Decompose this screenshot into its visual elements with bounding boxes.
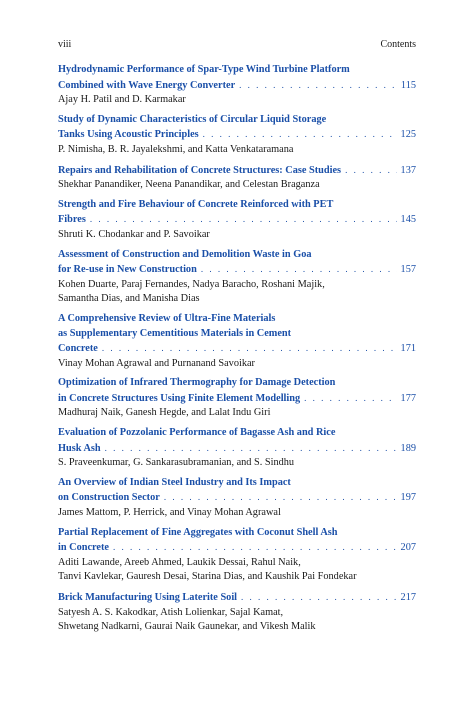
toc-title-line[interactable]: An Overview of Indian Steel Industry and Its Impact [58, 476, 291, 488]
toc-entry[interactable] [58, 526, 416, 585]
toc-page-number[interactable]: 189 [400, 442, 416, 454]
toc-title-line[interactable]: Assessment of Construction and Demolition Waste in Goa [58, 248, 312, 260]
toc-authors: S. Praveenkumar, G. Sankarasubramanian, and S. Sindhu [58, 457, 295, 469]
toc-title-row[interactable] [58, 262, 416, 278]
toc-entry[interactable] [58, 198, 416, 243]
toc-title-row[interactable] [58, 540, 416, 556]
toc-authors: P. Nimisha, B. R. Jayalekshmi, and Katta Venkataramana [58, 143, 294, 155]
running-head [58, 38, 416, 52]
toc-page-number[interactable]: 137 [400, 164, 416, 176]
dot-leader [345, 163, 396, 178]
toc-page-number[interactable]: 115 [400, 79, 416, 91]
dot-leader [201, 262, 397, 277]
toc-page-number[interactable]: 177 [400, 392, 416, 404]
toc-title-line[interactable]: in Concrete [58, 542, 109, 554]
toc-title-line[interactable]: Tanks Using Acoustic Principles [58, 129, 199, 141]
toc-title-line[interactable]: A Comprehensive Review of Ultra-Fine Materials [58, 313, 276, 324]
toc-title-line[interactable]: on Construction Sector [58, 492, 160, 504]
dot-leader [90, 212, 397, 227]
toc-title-line[interactable]: Repairs and Rehabilitation of Concrete Structures: Case Studies [58, 164, 342, 176]
toc-entry[interactable] [58, 312, 416, 371]
toc-title-line[interactable]: Husk Ash [58, 442, 101, 454]
toc-authors: Madhuraj Naik, Ganesh Hegde, and Lalat Indu Giri [58, 407, 271, 419]
toc-title-row[interactable] [58, 127, 416, 143]
toc-title-line[interactable]: Study of Dynamic Characteristics of Circular Liquid Storage [58, 113, 327, 125]
toc-entry[interactable] [58, 376, 416, 421]
toc-title-line[interactable]: Strength and Fire Behaviour of Concrete Reinforced with PET [58, 198, 334, 210]
toc-authors: James Mattom, P. Herrick, and Vinay Mohan Agrawal [58, 506, 281, 518]
toc-page-number[interactable]: 157 [400, 264, 416, 276]
toc-title-row[interactable] [58, 441, 416, 457]
toc-authors: Tanvi Kavlekar, Gauresh Desai, Starina Dias, and Kaushik Pai Fondekar [58, 571, 357, 583]
dot-leader [105, 441, 397, 456]
toc-title-line[interactable]: Fibres [58, 214, 86, 226]
toc-title-line[interactable]: as Supplementary Cementitious Materials in Cement [58, 327, 292, 339]
toc-title-line[interactable]: Optimization of Infrared Thermography for Damage Detection [58, 377, 336, 389]
toc-page-number[interactable]: 217 [400, 592, 416, 603]
toc-title-line[interactable]: Combined with Wave Energy Converter [58, 79, 236, 91]
toc-title-row[interactable] [58, 490, 416, 506]
toc-title-line[interactable]: Brick Manufacturing Using Laterite Soil [58, 592, 238, 603]
toc-authors: Shwetang Nadkarni, Gaurai Naik Gaunekar, and Vikesh Malik [58, 621, 316, 632]
toc-title-line[interactable]: Hydrodynamic Performance of Spar-Type Wind Turbine Platform [58, 64, 350, 75]
toc-title-row[interactable] [58, 391, 416, 407]
toc-page-number[interactable]: 207 [400, 542, 416, 554]
toc-title-row[interactable] [58, 341, 416, 357]
toc-page-number[interactable]: 125 [400, 129, 416, 141]
dot-leader [239, 78, 397, 93]
dot-leader [203, 127, 397, 142]
toc-authors: Kohen Duarte, Paraj Fernandes, Nadya Baracho, Roshani Majik, [58, 278, 325, 290]
toc-authors: Shekhar Panandiker, Neena Panandikar, and Celestan Braganza [58, 179, 320, 191]
toc-title-row[interactable] [58, 78, 416, 94]
toc-authors: Samantha Dias, and Manisha Dias [58, 293, 200, 305]
toc-page-number[interactable]: 197 [400, 492, 416, 504]
page-number-roman: viii [58, 39, 72, 50]
toc-title-line[interactable]: Partial Replacement of Fine Aggregates with Coconut Shell Ash [58, 526, 338, 538]
dot-leader [102, 341, 397, 356]
toc-page-number[interactable]: 171 [400, 343, 416, 354]
toc-title-line[interactable]: for Re-use in New Construction [58, 264, 197, 276]
toc-authors: Aditi Lawande, Areeb Ahmed, Laukik Dessai, Rahul Naik, [58, 556, 301, 568]
toc-entry[interactable] [58, 476, 416, 521]
toc-page-number[interactable]: 145 [400, 214, 416, 226]
running-head-title: Contents [380, 39, 416, 50]
toc-authors: Vinay Mohan Agrawal and Purnanand Savoikar [58, 357, 255, 369]
toc-title-row[interactable] [58, 212, 416, 228]
toc-entry[interactable] [58, 590, 416, 635]
dot-leader [304, 391, 396, 406]
toc-title-row[interactable] [58, 163, 416, 179]
toc-entry[interactable] [58, 426, 416, 471]
toc-title-line[interactable]: in Concrete Structures Using Finite Element Modelling [58, 392, 301, 404]
toc-entry[interactable] [58, 248, 416, 307]
dot-leader [113, 540, 397, 555]
toc-authors: Satyesh A. S. Kakodkar, Atish Lolienkar, Sajal Kamat, [58, 606, 284, 618]
toc-entry[interactable] [58, 163, 416, 193]
toc-title-line[interactable]: Concrete [58, 343, 98, 354]
toc-authors: Shruti K. Chodankar and P. Savoikar [58, 228, 210, 240]
toc-title-row[interactable] [58, 590, 416, 606]
toc-entry[interactable] [58, 63, 416, 108]
toc-entry[interactable] [58, 113, 416, 158]
toc-title-line[interactable]: Evaluation of Pozzolanic Performance of Bagasse Ash and Rice [58, 427, 336, 439]
dot-leader [164, 490, 397, 505]
toc-authors: Ajay H. Patil and D. Karmakar [58, 94, 186, 105]
dot-leader [241, 590, 397, 605]
